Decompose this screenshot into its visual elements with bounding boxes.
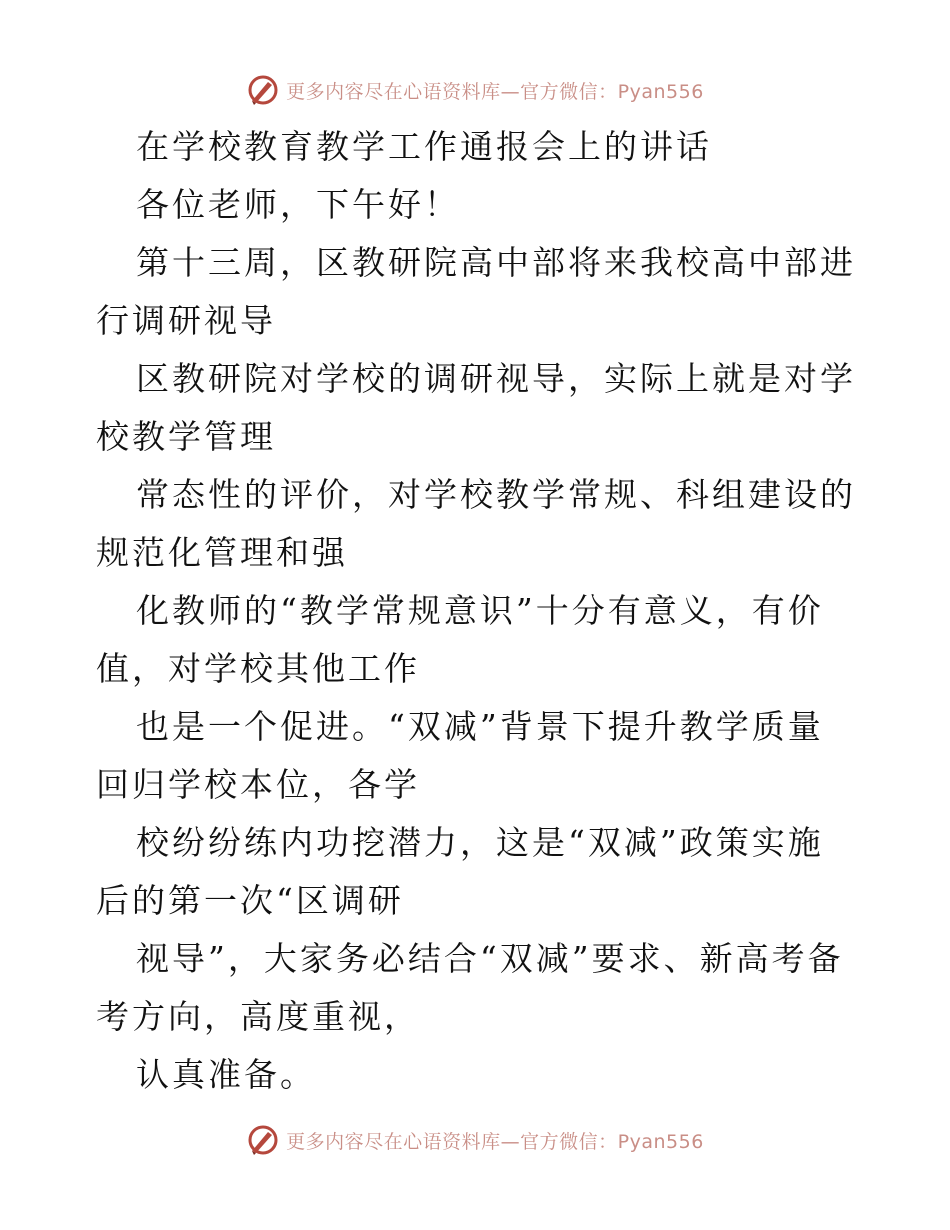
document-paragraph: 常态性的评价，对学校教学常规、科组建设的规范化管理和强 (96, 475, 856, 572)
document-paragraph: 视导”，大家务必结合“双减”要求、新高考备考方向，高度重视， (96, 939, 844, 1036)
footer-banner-text: 更多内容尽在心语资料库—官方微信：Pyan556 (286, 1130, 704, 1153)
document-paragraph: 第十三周，区教研院高中部将来我校高中部进行调研视导 (96, 243, 856, 340)
header-banner-text: 更多内容尽在心语资料库—官方微信：Pyan556 (286, 80, 704, 103)
document-title: 在学校教育教学工作通报会上的讲话 (136, 127, 712, 166)
document-paragraph: 区教研院对学校的调研视导，实际上就是对学校教学管理 (96, 359, 856, 456)
pen-circle-logo-icon (246, 1123, 280, 1157)
footer-banner (0, 1120, 950, 1160)
document-body (96, 118, 856, 1104)
document-paragraph: 也是一个促进。“双减”背景下提升教学质量回归学校本位，各学 (96, 707, 824, 804)
document-paragraph: 化教师的“教学常规意识”十分有意义，有价值，对学校其他工作 (96, 591, 824, 688)
document-greeting: 各位老师，下午好！ (136, 185, 460, 224)
document-paragraph: 认真准备。 (136, 1055, 316, 1094)
header-banner (0, 70, 950, 110)
document-paragraph: 校纷纷练内功挖潜力，这是“双减”政策实施后的第一次“区调研 (96, 823, 824, 920)
pen-circle-logo-icon (246, 73, 280, 107)
